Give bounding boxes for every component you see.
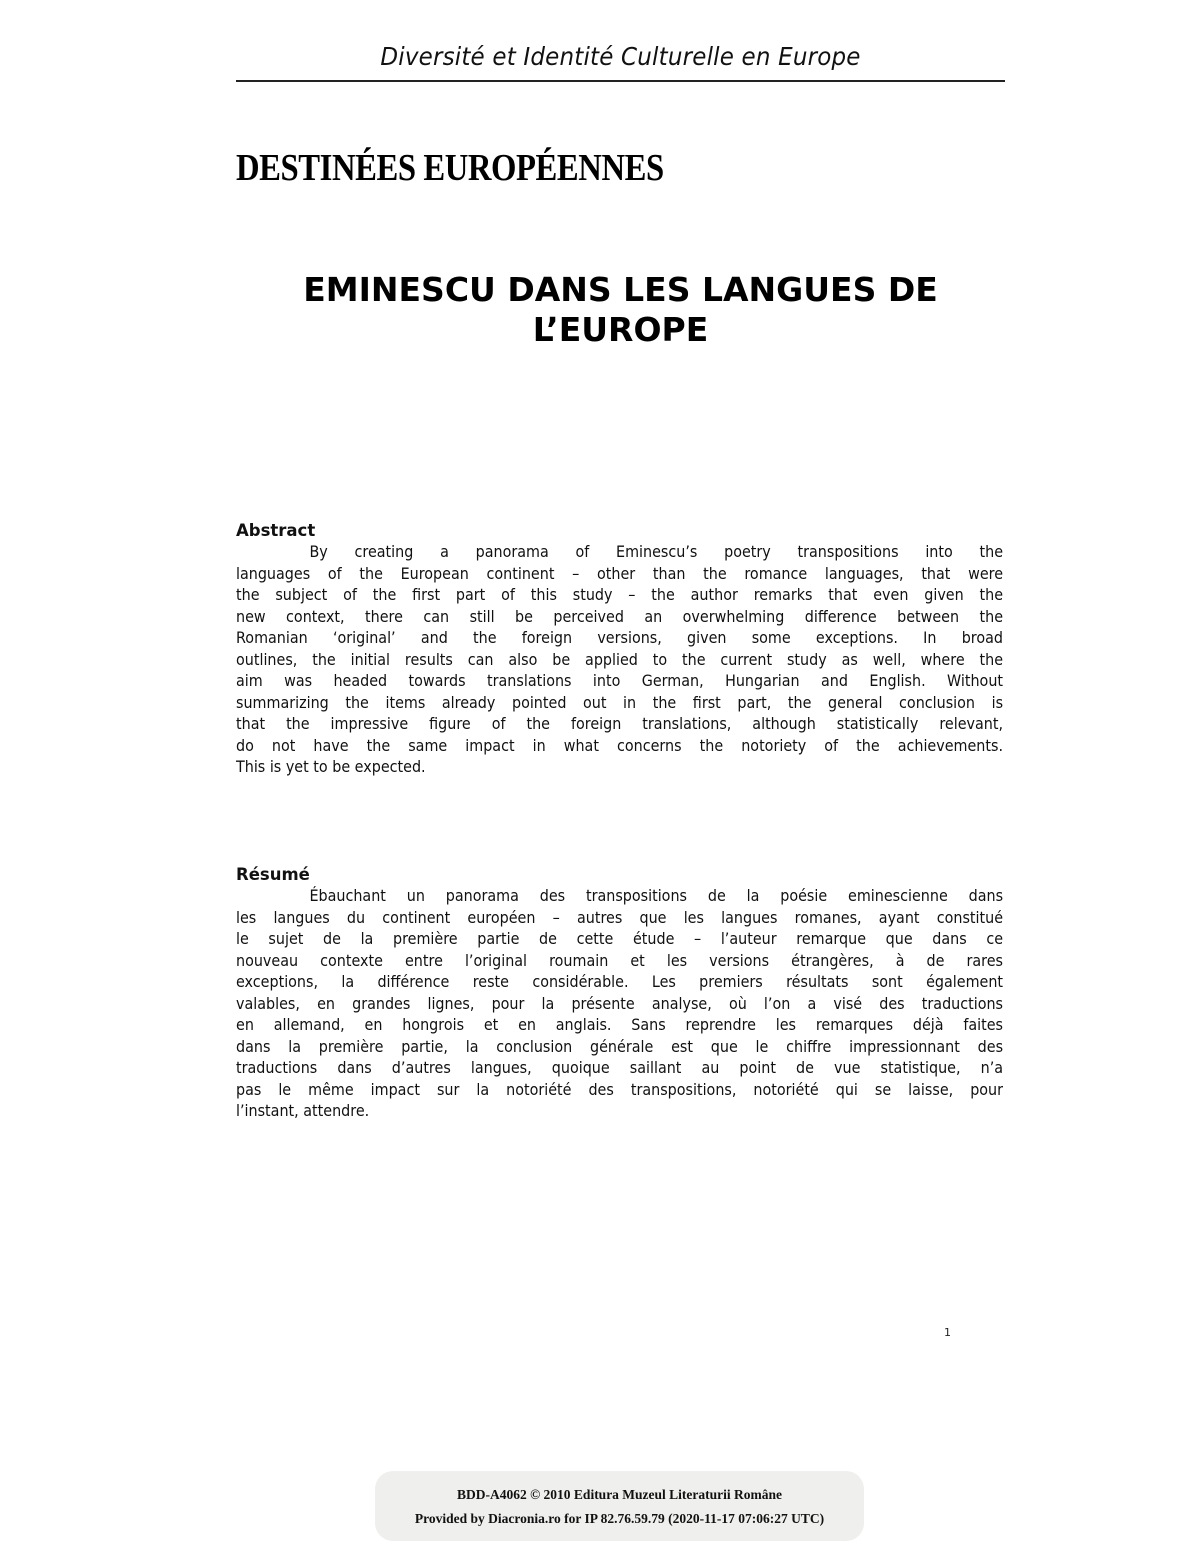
abstract-body <box>236 541 1003 778</box>
resume-section <box>236 864 1003 1122</box>
abstract-line: aim was headed towards translations into German, Hungarian and English. Without <box>236 671 1004 690</box>
abstract-line: the subject of the first part of this study – the author remarks that even given the <box>236 585 1004 604</box>
resume-line: les langues du continent européen – autres que les langues romanes, ayant constitué <box>236 907 1004 927</box>
page-number: 1 <box>944 1326 951 1339</box>
abstract-line: that the impressive figure of the foreign translations, although statistically relevant, <box>236 714 1004 733</box>
resume-line: traductions dans d’autres langues, quoique saillant au point de vue statistique, n’a <box>236 1058 1004 1077</box>
resume-line: Ébauchant un panorama des transpositions de la poésie eminescienne dans <box>309 886 1004 905</box>
resume-line: pas le même impact sur la notoriété des transpositions, notoriété qui se laisse, pour <box>236 1079 1004 1099</box>
resume-line: exceptions, la différence reste considérable. Les premiers résultats sont également <box>236 972 1004 991</box>
abstract-line: languages of the European continent – other than the romance languages, that were <box>236 563 1004 583</box>
resume-line: le sujet de la première partie de cette étude – l’auteur remarque que dans ce <box>236 929 1004 948</box>
article-title-line: EMINESCU DANS LES LANGUES DE <box>303 270 938 309</box>
abstract-line: outlines, the initial results can also be applied to the current study as well, where the <box>236 649 1004 669</box>
abstract-line: do not have the same impact in what concerns the notoriety of the achievements. <box>236 735 1004 755</box>
abstract-line: By creating a panorama of Eminescu’s poetry transpositions into the <box>309 542 1004 561</box>
footer-copyright: BDD-A4062 © 2010 Editura Muzeul Literaturii Române <box>456 1487 783 1502</box>
resume-line: l’instant, attendre. <box>236 1101 370 1120</box>
abstract-line: Romanian ‘original’ and the foreign versions, given some exceptions. In broad <box>236 628 1004 647</box>
resume-line: dans la première partie, la conclusion générale est que le chiffre impressionnant des <box>236 1036 1004 1056</box>
abstract-section <box>236 520 1003 778</box>
provenance-footer <box>375 1471 864 1541</box>
article-title <box>236 270 1005 350</box>
resume-line: valables, en grandes lignes, pour la présente analyse, où l’on a visé des traductions <box>236 993 1004 1013</box>
footer-provided-by: Provided by Diacronia.ro for IP 82.76.59.79 (2020-11-17 07:06:27 UTC) <box>414 1511 825 1526</box>
header-divider <box>236 80 1005 82</box>
abstract-line: summarizing the items already pointed out in the first part, the general conclusion is <box>236 692 1004 712</box>
abstract-line: new context, there can still be perceived an overwhelming difference between the <box>236 606 1004 626</box>
abstract-line: This is yet to be expected. <box>236 757 426 776</box>
resume-line: nouveau contexte entre l’original roumain et les versions étrangères, à de rares <box>236 950 1004 970</box>
abstract-heading: Abstract <box>236 521 316 540</box>
resume-line: en allemand, en hongrois et en anglais. Sans reprendre les remarques déjà faites <box>236 1015 1004 1034</box>
resume-heading: Résumé <box>236 865 310 884</box>
resume-body <box>236 885 1003 1122</box>
article-title-line: L’EUROPE <box>532 310 709 349</box>
section-title: DESTINÉES EUROPÉENNES <box>236 147 664 189</box>
running-header-title: Diversité et Identité Culturelle en Europe <box>380 42 861 71</box>
